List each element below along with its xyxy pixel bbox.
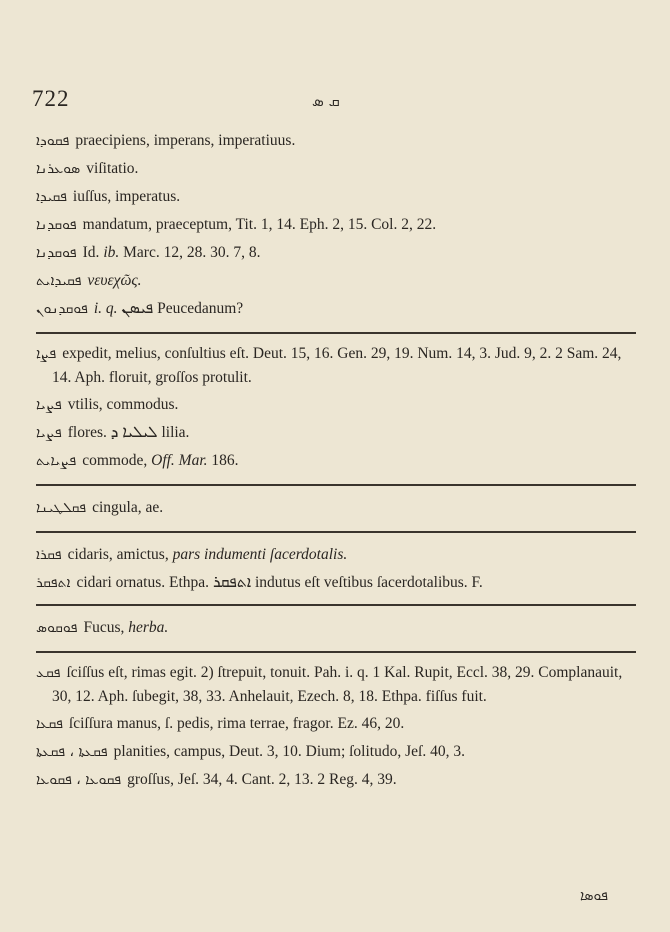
section-divider bbox=[36, 332, 636, 334]
entry bbox=[36, 239, 636, 267]
gloss: ܦܝܣܢ Peucedanum? bbox=[117, 300, 244, 317]
gloss-italic: pars indumenti ſacerdotalis. bbox=[172, 546, 348, 563]
syriac-lemma: ܦܨܝܐܝܬ bbox=[36, 453, 77, 469]
syriac-lemma: ܣܘܥܪܢܐ bbox=[36, 161, 81, 177]
gloss-italic: Off. Mar. bbox=[151, 452, 208, 469]
gloss: Id. bbox=[82, 244, 104, 261]
entry bbox=[36, 766, 636, 794]
gloss: flores. ܠܝܠܝܐ ܕ lilia. bbox=[67, 424, 190, 441]
syriac-lemma: ܦܩܪܐ bbox=[36, 547, 62, 563]
syriac-lemma: ܦܩܠܛܝܢܐ bbox=[36, 500, 87, 516]
gloss: mandatum, praeceptum, Tit. 1, 14. Eph. 2, 15. Col. 2, 22. bbox=[82, 216, 437, 233]
gloss: ſciſſura manus, ſ. pedis, rima terrae, fragor. Ez. 46, 20. bbox=[68, 715, 405, 732]
syriac-lemma: ܦܩܝܕܐܝܬ bbox=[36, 273, 82, 289]
entry bbox=[36, 571, 636, 595]
gloss-italic: i. q. bbox=[93, 300, 118, 317]
section-divider bbox=[36, 651, 636, 653]
gloss-italic: ib. bbox=[103, 244, 120, 261]
entry bbox=[36, 710, 636, 738]
gloss: Fucus, bbox=[83, 619, 129, 636]
syriac-lemma: ܦܨܐ bbox=[36, 346, 57, 362]
syriac-lemma: ܦܩܘܕܐ bbox=[36, 133, 70, 149]
page-number: 722 bbox=[32, 86, 70, 111]
syriac-lemma: ܦܨܝܐ bbox=[36, 425, 62, 441]
syriac-lemma: ܦܘܩܘܣ bbox=[36, 620, 78, 636]
syriac-lemma: ܦܘܩܕܢܐ bbox=[36, 217, 77, 233]
gloss: viſitatio. bbox=[86, 160, 139, 177]
gloss: commode, bbox=[82, 452, 152, 469]
entry bbox=[36, 267, 636, 295]
gloss: groſſus, Jeſ. 34, 4. Cant. 2, 13. 2 Reg. 4, 39. bbox=[127, 771, 397, 788]
gloss: cidaris, amictus, bbox=[67, 546, 173, 563]
syriac-lemma: ܦܨܝܐ bbox=[36, 397, 62, 413]
gloss: praecipiens, imperans, imperatiuus. bbox=[75, 132, 296, 149]
entries-column bbox=[36, 127, 636, 794]
syriac-lemma: ܦܘܩܕܢܘܢ bbox=[36, 301, 88, 317]
entry bbox=[36, 127, 636, 155]
entry bbox=[36, 211, 636, 239]
syriac-lemma: ܦܩܘܥܐ ، ܦܩܘܥܐ bbox=[36, 772, 122, 788]
catchword: ܦܘܣܐ bbox=[580, 888, 608, 904]
gloss: Marc. 12, 28. 30. 7, 8. bbox=[119, 244, 261, 261]
gloss: vtilis, commodus. bbox=[67, 396, 179, 413]
syriac-lemma: ܦܘܩܕܢܐ bbox=[36, 245, 77, 261]
section-divider bbox=[36, 484, 636, 486]
entry bbox=[36, 391, 636, 419]
entry bbox=[36, 541, 636, 569]
entry bbox=[36, 183, 636, 211]
gloss: planities, campus, Deut. 3, 10. Dium; ſolitudo, Jeſ. 40, 3. bbox=[113, 743, 465, 760]
entry bbox=[36, 342, 636, 389]
gloss-italic: herba. bbox=[128, 619, 169, 636]
entry bbox=[36, 447, 636, 475]
entry bbox=[36, 155, 636, 183]
syriac-lemma: ܦܩܥܐ bbox=[36, 716, 63, 732]
syriac-lemma: ܦܩܥܬܐ ، ܦܩܥܬܐ bbox=[36, 744, 108, 760]
entry bbox=[36, 661, 636, 708]
gloss: iuſſus, imperatus. bbox=[72, 188, 181, 205]
section-divider bbox=[36, 604, 636, 606]
entry bbox=[36, 740, 636, 764]
entry bbox=[36, 295, 636, 323]
gloss: cidari ornatus. Ethpa. ܐܬܦܩܪ indutus eſt veſtibus ſacerdotalibus. F. bbox=[76, 574, 483, 591]
section-divider bbox=[36, 531, 636, 533]
gloss: 186. bbox=[207, 452, 239, 469]
syriac-lemma: ܦܩܝܕܐ bbox=[36, 189, 67, 205]
running-head: ܩ ܣ bbox=[312, 92, 340, 110]
entry bbox=[36, 419, 636, 447]
gloss: cingula, ae. bbox=[92, 499, 164, 516]
gloss: expedit, melius, conſultius eſt. Deut. 15, 16. Gen. 29, 19. Num. 14, 3. Jud. 9, 2. 2 Sam. 24, 14. Aph. floruit, groſſos protulit. bbox=[52, 345, 622, 386]
entry bbox=[36, 614, 636, 642]
entry bbox=[36, 494, 636, 522]
greek-gloss: νευεχῶς. bbox=[87, 272, 142, 289]
syriac-lemma: ܦܩܥ bbox=[36, 665, 61, 681]
gloss: ſciſſus eſt, rimas egit. 2) ſtrepuit, tonuit. Pah. i. q. 1 Kal. Rupit, Eccl. 38, 29. Complanauit, 30, 12. Aph. ſubegit, 38, 33. Anhelauit, Ezech. 8, 18. Ethpa. fiſſus fuit. bbox=[52, 664, 623, 705]
syriac-lemma: ܐܬܦܩܪ bbox=[36, 575, 71, 591]
